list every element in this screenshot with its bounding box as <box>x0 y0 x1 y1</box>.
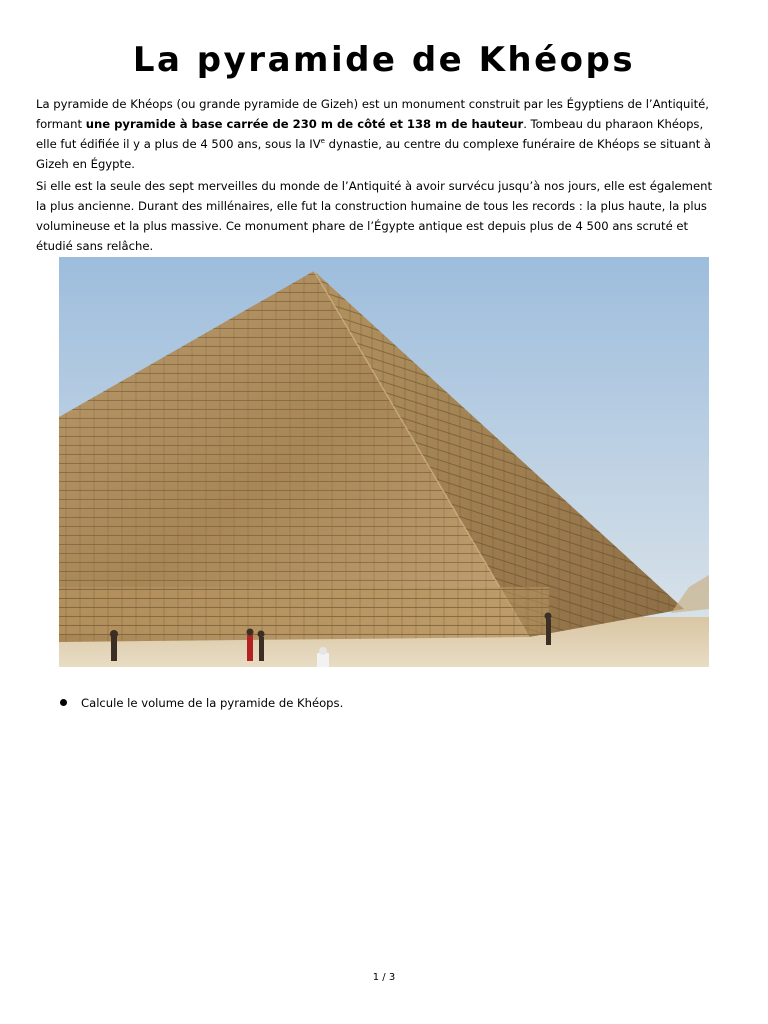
intro-text-part1: La pyramide de Khéops (ou grande pyramide de Gizeh) est un monument construit par les Égyptiens de l’Antiquité, formant <box>36 97 709 131</box>
exercise-list <box>60 694 343 712</box>
intro-text-part2: . Tombeau du pharaon Khéops, elle fut édifiée il y a plus de 4 500 ans, sous la IV <box>36 117 704 151</box>
dimensions-highlight: une pyramide à base carrée de 230 m de côté et 138 m de hauteur <box>85 117 524 131</box>
dynasty-superscript: e <box>320 137 325 146</box>
exercise-text: Calcule le volume de la pyramide de Khéops. <box>81 696 344 710</box>
page-title: La pyramide de Khéops <box>132 40 636 80</box>
intro-paragraph <box>36 94 722 174</box>
intro-text-part3: dynastie, au centre du complexe funéraire de Khéops se situant à Gizeh en Égypte. <box>36 137 712 171</box>
page-number: 1 / 3 <box>372 972 396 983</box>
pyramid-photo <box>59 257 709 667</box>
bullet-icon <box>60 699 67 706</box>
exercise-item <box>60 694 343 712</box>
history-paragraph: Si elle est la seule des sept merveilles du monde de l’Antiquité à avoir survécu jusqu’à nos jours, elle est également la plus ancienne. Durant des millénaires, elle fut la construction humaine de tous les records : la plus haute, la plus volumineuse et la plus massive. Ce monument phare de l’Égypte antique est depuis plus de 4 500 ans scruté et étudié sans relâche. <box>36 179 712 253</box>
